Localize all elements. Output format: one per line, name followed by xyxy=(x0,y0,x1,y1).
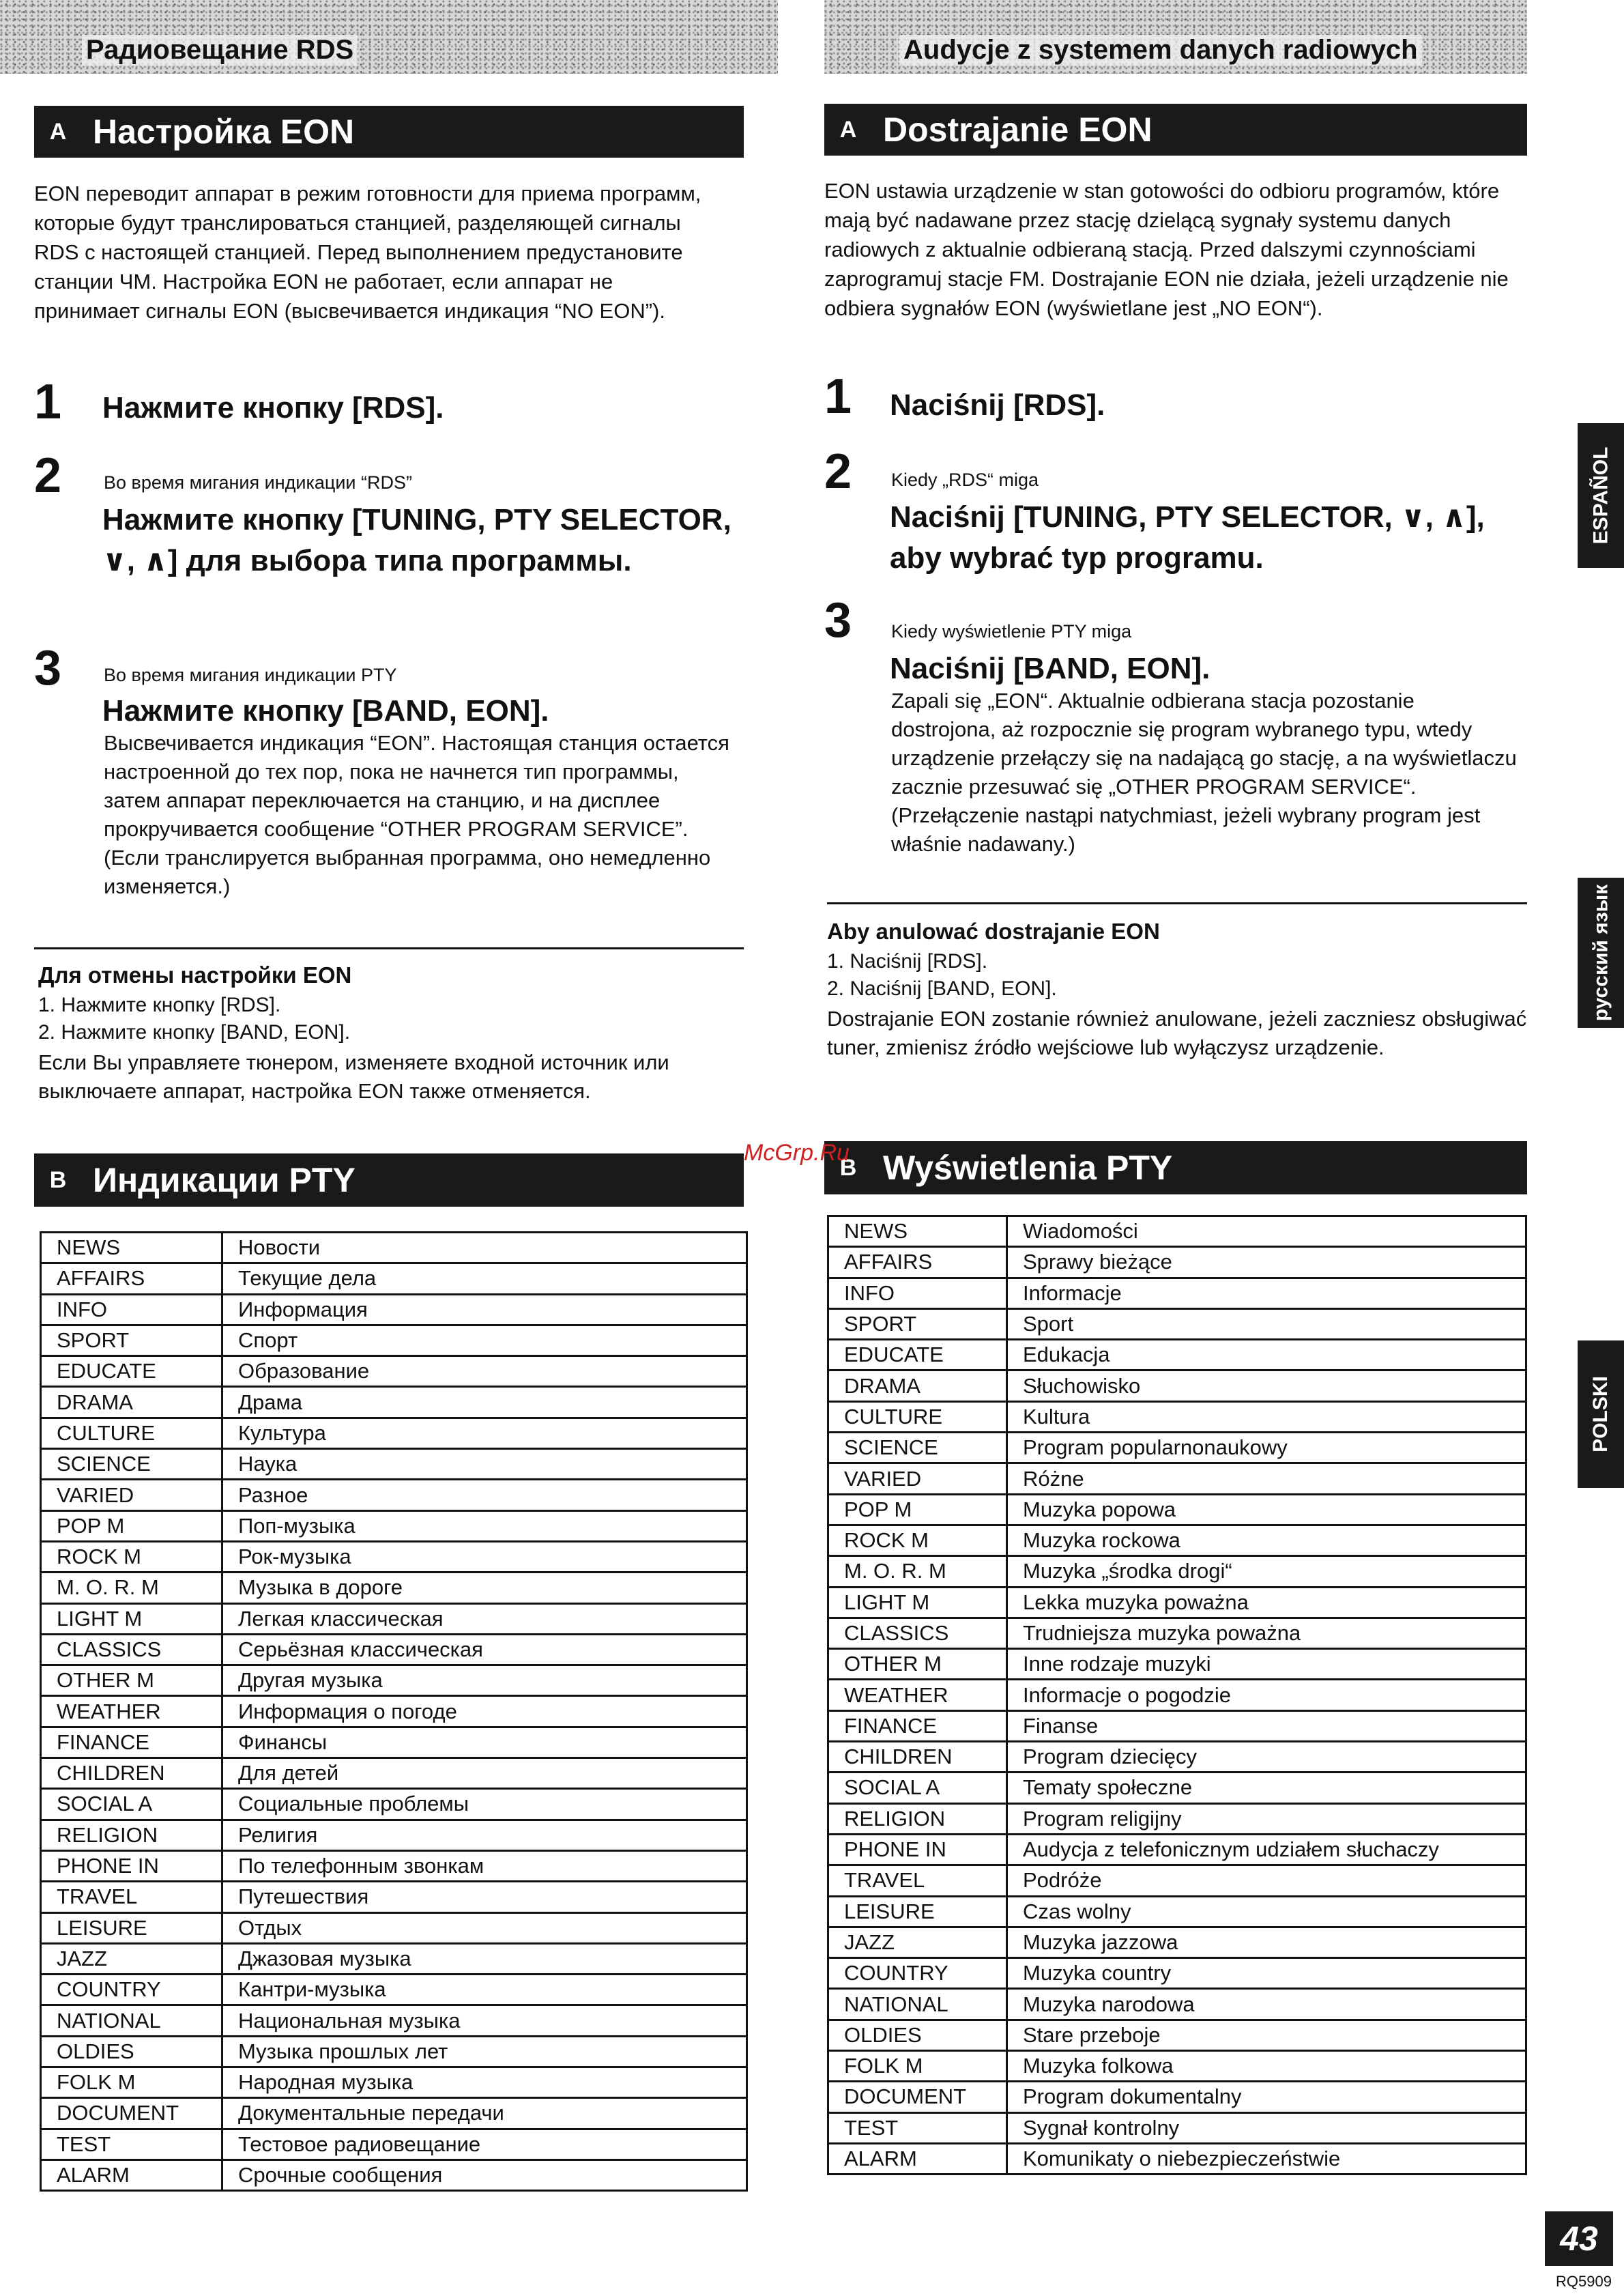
cancel-step-1: 1. Нажмите кнопку [RDS]. xyxy=(38,994,281,1016)
eon-title: Настройка EON xyxy=(93,113,355,151)
pty-meaning: Kultura xyxy=(1007,1401,1526,1432)
tab-russian-label: русский язык xyxy=(1589,884,1612,1022)
pty-code: RELIGION xyxy=(828,1803,1007,1834)
table-row xyxy=(41,1758,747,1789)
pty-code: LIGHT M xyxy=(41,1603,222,1634)
pty-code: ROCK M xyxy=(41,1541,222,1572)
section-letter: B xyxy=(49,1166,67,1193)
pty-code: COUNTRY xyxy=(828,1958,1007,1989)
pty-meaning: Социальные проблемы xyxy=(222,1789,747,1820)
table-row xyxy=(828,1494,1526,1525)
section-banner-left xyxy=(0,0,778,74)
pty-meaning: Информация xyxy=(222,1294,747,1325)
table-row xyxy=(828,1958,1526,1989)
pty-meaning: Wiadomości xyxy=(1007,1216,1526,1247)
step-3-instruction: Нажмите кнопку [BAND, EON]. xyxy=(102,694,549,728)
pty-meaning: Для детей xyxy=(222,1758,747,1789)
step-3-details: Высвечивается индикация “EON”. Настоящая станция остается настроенной до тех пор, пока не начнется тип программы, затем аппарат переключается на станцию, и на дисплее прокручивается сообщение “OTHER PROGRAM SERVICE”. (Если транслируется выбранная программа, оно немедленно изменяется.) xyxy=(104,731,729,898)
table-row xyxy=(828,1649,1526,1680)
pty-meaning: Program dokumentalny xyxy=(1007,2082,1526,2112)
pty-code: LIGHT M xyxy=(828,1587,1007,1618)
pty-code: EDUCATE xyxy=(828,1340,1007,1371)
pty-code: TEST xyxy=(41,2129,222,2159)
divider xyxy=(34,947,744,949)
pty-meaning: Tematy społeczne xyxy=(1007,1773,1526,1803)
pty-code: FOLK M xyxy=(41,2067,222,2098)
pty-code: CLASSICS xyxy=(828,1618,1007,1648)
table-row xyxy=(41,1634,747,1665)
table-row xyxy=(41,1233,747,1263)
pty-code: OLDIES xyxy=(828,2020,1007,2050)
table-row xyxy=(41,1603,747,1634)
pty-meaning: Muzyka country xyxy=(1007,1958,1526,1989)
table-row xyxy=(828,1308,1526,1339)
section-letter: B xyxy=(839,1154,857,1181)
table-row xyxy=(41,1943,747,1974)
pty-code: JAZZ xyxy=(828,1927,1007,1957)
pty-code: NEWS xyxy=(828,1216,1007,1247)
pty-meaning: Серьёзная классическая xyxy=(222,1634,747,1665)
table-row xyxy=(41,1850,747,1881)
pty-code: EDUCATE xyxy=(41,1356,222,1387)
step-2-instruction: Naciśnij [TUNING, PTY SELECTOR, ∨, ∧], aby wybrać typ programu. xyxy=(890,500,1485,575)
step-1-instruction: Naciśnij [RDS]. xyxy=(890,388,1105,422)
table-row xyxy=(828,1896,1526,1927)
pty-code: TRAVEL xyxy=(41,1882,222,1912)
step-2-condition: Во время мигания индикации “RDS” xyxy=(104,472,412,493)
pty-meaning: Sygnał kontrolny xyxy=(1007,2112,1526,2143)
pty-header xyxy=(824,1141,1527,1194)
eon-header xyxy=(34,106,744,158)
pty-meaning: Stare przeboje xyxy=(1007,2020,1526,2050)
pty-meaning: Поп-музыка xyxy=(222,1510,747,1541)
table-row xyxy=(828,1618,1526,1648)
pty-meaning: Рок-музыка xyxy=(222,1541,747,1572)
pty-meaning: Muzyka jazzowa xyxy=(1007,1927,1526,1957)
pty-code: DOCUMENT xyxy=(41,2098,222,2129)
step-2-number: 2 xyxy=(824,444,852,499)
table-row xyxy=(41,1975,747,2005)
pty-meaning: Информация о погоде xyxy=(222,1696,747,1727)
step-2-condition: Kiedy „RDS“ miga xyxy=(891,470,1039,490)
pty-code: CHILDREN xyxy=(41,1758,222,1789)
pty-code: ALARM xyxy=(828,2143,1007,2174)
pty-code: M. O. R. M xyxy=(41,1573,222,1603)
table-row xyxy=(828,1927,1526,1957)
pty-meaning: Muzyka narodowa xyxy=(1007,1989,1526,2020)
eon-intro: EON ustawia urządzenie w stan gotowości do odbioru programów, które mają być nadawane przez stację dzielącą sygnały systemu danych radiowych z aktualnie odbieraną stacją. Przed dalszymi czynnościami zaprogramuj stacje FM. Dostrajanie EON nie działa, jeżeli urządzenie nie odbiera sygnałów EON (wyświetlane jest „NO EON“). xyxy=(824,179,1509,320)
step-3-number: 3 xyxy=(34,641,62,695)
pty-table xyxy=(827,1215,1527,2175)
pty-meaning: Lekka muzyka poważna xyxy=(1007,1587,1526,1618)
table-row xyxy=(41,2159,747,2190)
step-2-number: 2 xyxy=(34,448,62,503)
cancel-title: Для отмены настройки EON xyxy=(38,962,352,988)
pty-code: CLASSICS xyxy=(41,1634,222,1665)
table-row xyxy=(828,1463,1526,1494)
pty-code: DRAMA xyxy=(41,1387,222,1418)
pty-meaning: Muzyka folkowa xyxy=(1007,2051,1526,2082)
cancel-step-2: 2. Naciśnij [BAND, EON]. xyxy=(827,977,1057,1000)
table-row xyxy=(828,1371,1526,1401)
table-row xyxy=(828,1401,1526,1432)
pty-meaning: Драма xyxy=(222,1387,747,1418)
tab-russian xyxy=(1578,878,1624,1028)
pty-meaning: Путешествия xyxy=(222,1882,747,1912)
section-letter: A xyxy=(839,116,857,143)
pty-table xyxy=(40,1231,748,2192)
table-row xyxy=(41,1510,747,1541)
pty-meaning: Sprawy bieżące xyxy=(1007,1247,1526,1278)
table-row xyxy=(41,2129,747,2159)
step-3-number: 3 xyxy=(824,593,852,648)
pty-code: FINANCE xyxy=(41,1727,222,1757)
pty-meaning: Trudniejsza muzyka poważna xyxy=(1007,1618,1526,1648)
table-row xyxy=(828,1680,1526,1710)
pty-meaning: Музыка в дороге xyxy=(222,1573,747,1603)
pty-meaning: Срочные сообщения xyxy=(222,2159,747,2190)
table-row xyxy=(41,1727,747,1757)
cancel-step-2: 2. Нажмите кнопку [BAND, EON]. xyxy=(38,1021,351,1044)
pty-meaning: Музыка прошлых лет xyxy=(222,2036,747,2067)
section-banner-right xyxy=(824,0,1527,74)
pty-meaning: Наука xyxy=(222,1449,747,1480)
table-row xyxy=(828,1989,1526,2020)
cancel-step-1: 1. Naciśnij [RDS]. xyxy=(827,950,988,973)
step-3-details: Zapali się „EON“. Aktualnie odbierana stacja pozostanie dostrojona, aż rozpocznie się program wybranego typu, wtedy urządzenie przełączy się na nadającą go stację, a na wyświetlaczu zacznie przesuwać się „OTHER PROGRAM SERVICE“. (Przełączenie nastąpi natychmiast, jeżeli wybrany program jest właśnie nadawany.) xyxy=(891,689,1517,856)
tab-polski xyxy=(1578,1340,1624,1488)
pty-meaning: Национальная музыка xyxy=(222,2005,747,2036)
table-row xyxy=(41,1789,747,1820)
table-row xyxy=(41,1882,747,1912)
pty-code: FINANCE xyxy=(828,1710,1007,1741)
pty-code: RELIGION xyxy=(41,1820,222,1850)
pty-meaning: Informacje xyxy=(1007,1278,1526,1308)
section-title: Радиовещание RDS xyxy=(82,35,358,66)
pty-code: NEWS xyxy=(41,1233,222,1263)
pty-code: DOCUMENT xyxy=(828,2082,1007,2112)
pty-meaning: Program popularnonaukowy xyxy=(1007,1433,1526,1463)
table-row xyxy=(828,1525,1526,1555)
pty-meaning: Muzyka popowa xyxy=(1007,1494,1526,1525)
table-row xyxy=(828,2020,1526,2050)
table-row xyxy=(41,1912,747,1943)
pty-meaning: Sport xyxy=(1007,1308,1526,1339)
step-1-instruction: Нажмите кнопку [RDS]. xyxy=(102,391,444,425)
pty-meaning: Тестовое радиовещание xyxy=(222,2129,747,2159)
pty-meaning: Słuchowisko xyxy=(1007,1371,1526,1401)
pty-code: NATIONAL xyxy=(41,2005,222,2036)
pty-code: SOCIAL A xyxy=(828,1773,1007,1803)
pty-code: VARIED xyxy=(828,1463,1007,1494)
pty-code: FOLK M xyxy=(828,2051,1007,2082)
pty-meaning: Образование xyxy=(222,1356,747,1387)
table-row xyxy=(41,2098,747,2129)
pty-code: TEST xyxy=(828,2112,1007,2143)
pty-code: SCIENCE xyxy=(828,1433,1007,1463)
pty-code: AFFAIRS xyxy=(41,1263,222,1294)
pty-code: SPORT xyxy=(41,1325,222,1355)
pty-meaning: По телефонным звонкам xyxy=(222,1850,747,1881)
pty-code: OLDIES xyxy=(41,2036,222,2067)
step-2-instruction: Нажмите кнопку [TUNING, PTY SELECTOR, ∨, ∧] для выбора типа программы. xyxy=(102,503,731,577)
tab-polski-label: POLSKI xyxy=(1589,1376,1612,1452)
table-row xyxy=(41,2005,747,2036)
pty-code: WEATHER xyxy=(828,1680,1007,1710)
table-row xyxy=(828,1587,1526,1618)
pty-title: Индикации PTY xyxy=(93,1161,356,1199)
pty-meaning: Финансы xyxy=(222,1727,747,1757)
pty-meaning: Легкая классическая xyxy=(222,1603,747,1634)
table-row xyxy=(828,1803,1526,1834)
pty-meaning: Audycja z telefonicznym udziałem słuchaczy xyxy=(1007,1834,1526,1865)
table-row xyxy=(41,1665,747,1696)
table-row xyxy=(828,1216,1526,1247)
pty-code: POP M xyxy=(828,1494,1007,1525)
table-row xyxy=(41,2036,747,2067)
pty-code: INFO xyxy=(828,1278,1007,1308)
step-1-number: 1 xyxy=(824,369,852,424)
pty-code: ALARM xyxy=(41,2159,222,2190)
pty-code: PHONE IN xyxy=(828,1834,1007,1865)
pty-meaning: Muzyka „środka drogi“ xyxy=(1007,1556,1526,1587)
pty-code: COUNTRY xyxy=(41,1975,222,2005)
pty-meaning: Podróże xyxy=(1007,1865,1526,1896)
pty-meaning: Komunikaty o niebezpieczeństwie xyxy=(1007,2143,1526,2174)
pty-code: LEISURE xyxy=(828,1896,1007,1927)
page-number: 43 xyxy=(1545,2211,1613,2266)
pty-code: OTHER M xyxy=(828,1649,1007,1680)
step-3-instruction: Naciśnij [BAND, EON]. xyxy=(890,652,1210,685)
table-row xyxy=(41,1541,747,1572)
pty-meaning: Finanse xyxy=(1007,1710,1526,1741)
pty-meaning: Muzyka rockowa xyxy=(1007,1525,1526,1555)
table-row xyxy=(41,1356,747,1387)
table-row xyxy=(41,1263,747,1294)
step-3-condition: Kiedy wyświetlenie PTY miga xyxy=(891,621,1132,642)
watermark: McGrp.Ru xyxy=(744,1140,850,1166)
table-row xyxy=(41,1418,747,1448)
pty-meaning: Отдых xyxy=(222,1912,747,1943)
tab-espanol-label: ESPAÑOL xyxy=(1589,446,1612,545)
pty-code: OTHER M xyxy=(41,1665,222,1696)
table-row xyxy=(41,1325,747,1355)
pty-meaning: Спорт xyxy=(222,1325,747,1355)
table-row xyxy=(828,2051,1526,2082)
document-code: RQ5909 xyxy=(1556,2273,1612,2290)
table-row xyxy=(828,1773,1526,1803)
section-letter: A xyxy=(49,118,67,145)
step-3-condition: Во время мигания индикации PTY xyxy=(104,665,397,685)
table-row xyxy=(828,2082,1526,2112)
section-title: Audycje z systemem danych radiowych xyxy=(899,35,1422,66)
pty-meaning: Документальные передачи xyxy=(222,2098,747,2129)
table-row xyxy=(828,1710,1526,1741)
table-row xyxy=(828,1278,1526,1308)
pty-code: SOCIAL A xyxy=(41,1789,222,1820)
pty-code: POP M xyxy=(41,1510,222,1541)
pty-code: PHONE IN xyxy=(41,1850,222,1881)
table-row xyxy=(41,1573,747,1603)
pty-code: ROCK M xyxy=(828,1525,1007,1555)
eon-header xyxy=(824,104,1527,156)
pty-code: NATIONAL xyxy=(828,1989,1007,2020)
pty-code: INFO xyxy=(41,1294,222,1325)
table-row xyxy=(828,1556,1526,1587)
pty-meaning: Новости xyxy=(222,1233,747,1263)
table-row xyxy=(828,1742,1526,1773)
pty-meaning: Edukacja xyxy=(1007,1340,1526,1371)
eon-intro: EON переводит аппарат в режим готовности для приема программ, которые будут транслироваться станцией, разделяющей сигналы RDS с настоящей станцией. Перед выполнением предустановите станции ЧМ. Настройка EON не работает, если аппарат не принимает сигналы EON (высвечивается индикация “NO EON”). xyxy=(34,182,701,323)
pty-meaning: Разное xyxy=(222,1480,747,1510)
pty-meaning: Program religijny xyxy=(1007,1803,1526,1834)
pty-meaning: Текущие дела xyxy=(222,1263,747,1294)
pty-code: VARIED xyxy=(41,1480,222,1510)
table-row xyxy=(41,1387,747,1418)
cancel-note: Если Вы управляете тюнером, изменяете входной источник или выключаете аппарат, настройка EON также отменяется. xyxy=(38,1050,669,1103)
table-row xyxy=(828,1340,1526,1371)
pty-code: SCIENCE xyxy=(41,1449,222,1480)
pty-meaning: Czas wolny xyxy=(1007,1896,1526,1927)
pty-meaning: Религия xyxy=(222,1820,747,1850)
pty-code: WEATHER xyxy=(41,1696,222,1727)
step-1-number: 1 xyxy=(34,375,62,429)
table-row xyxy=(41,1294,747,1325)
pty-code: CULTURE xyxy=(828,1401,1007,1432)
table-row xyxy=(41,1696,747,1727)
pty-code: AFFAIRS xyxy=(828,1247,1007,1278)
table-row xyxy=(41,1449,747,1480)
pty-meaning: Другая музыка xyxy=(222,1665,747,1696)
table-row xyxy=(828,1433,1526,1463)
pty-code: CHILDREN xyxy=(828,1742,1007,1773)
pty-meaning: Program dziecięcy xyxy=(1007,1742,1526,1773)
table-row xyxy=(828,2143,1526,2174)
pty-code: TRAVEL xyxy=(828,1865,1007,1896)
table-row xyxy=(41,2067,747,2098)
pty-meaning: Różne xyxy=(1007,1463,1526,1494)
eon-title: Dostrajanie EON xyxy=(883,111,1152,149)
table-row xyxy=(828,2112,1526,2143)
pty-title: Wyświetlenia PTY xyxy=(883,1149,1173,1187)
pty-meaning: Культура xyxy=(222,1418,747,1448)
table-row xyxy=(828,1865,1526,1896)
pty-code: JAZZ xyxy=(41,1943,222,1974)
pty-code: M. O. R. M xyxy=(828,1556,1007,1587)
pty-code: SPORT xyxy=(828,1308,1007,1339)
pty-meaning: Джазовая музыка xyxy=(222,1943,747,1974)
pty-code: DRAMA xyxy=(828,1371,1007,1401)
table-row xyxy=(41,1820,747,1850)
table-row xyxy=(828,1834,1526,1865)
pty-code: CULTURE xyxy=(41,1418,222,1448)
pty-header xyxy=(34,1153,744,1207)
pty-code: LEISURE xyxy=(41,1912,222,1943)
pty-meaning: Народная музыка xyxy=(222,2067,747,2098)
table-row xyxy=(41,1480,747,1510)
cancel-title: Aby anulować dostrajanie EON xyxy=(827,919,1160,944)
pty-meaning: Кантри-музыка xyxy=(222,1975,747,2005)
cancel-note: Dostrajanie EON zostanie również anulowane, jeżeli zaczniesz obsługiwać tuner, zmienisz źródło wejściowe lub wyłączysz urządzenie. xyxy=(827,1007,1527,1059)
pty-meaning: Informacje o pogodzie xyxy=(1007,1680,1526,1710)
pty-meaning: Inne rodzaje muzyki xyxy=(1007,1649,1526,1680)
divider xyxy=(827,902,1527,904)
table-row xyxy=(828,1247,1526,1278)
tab-espanol xyxy=(1578,423,1624,568)
